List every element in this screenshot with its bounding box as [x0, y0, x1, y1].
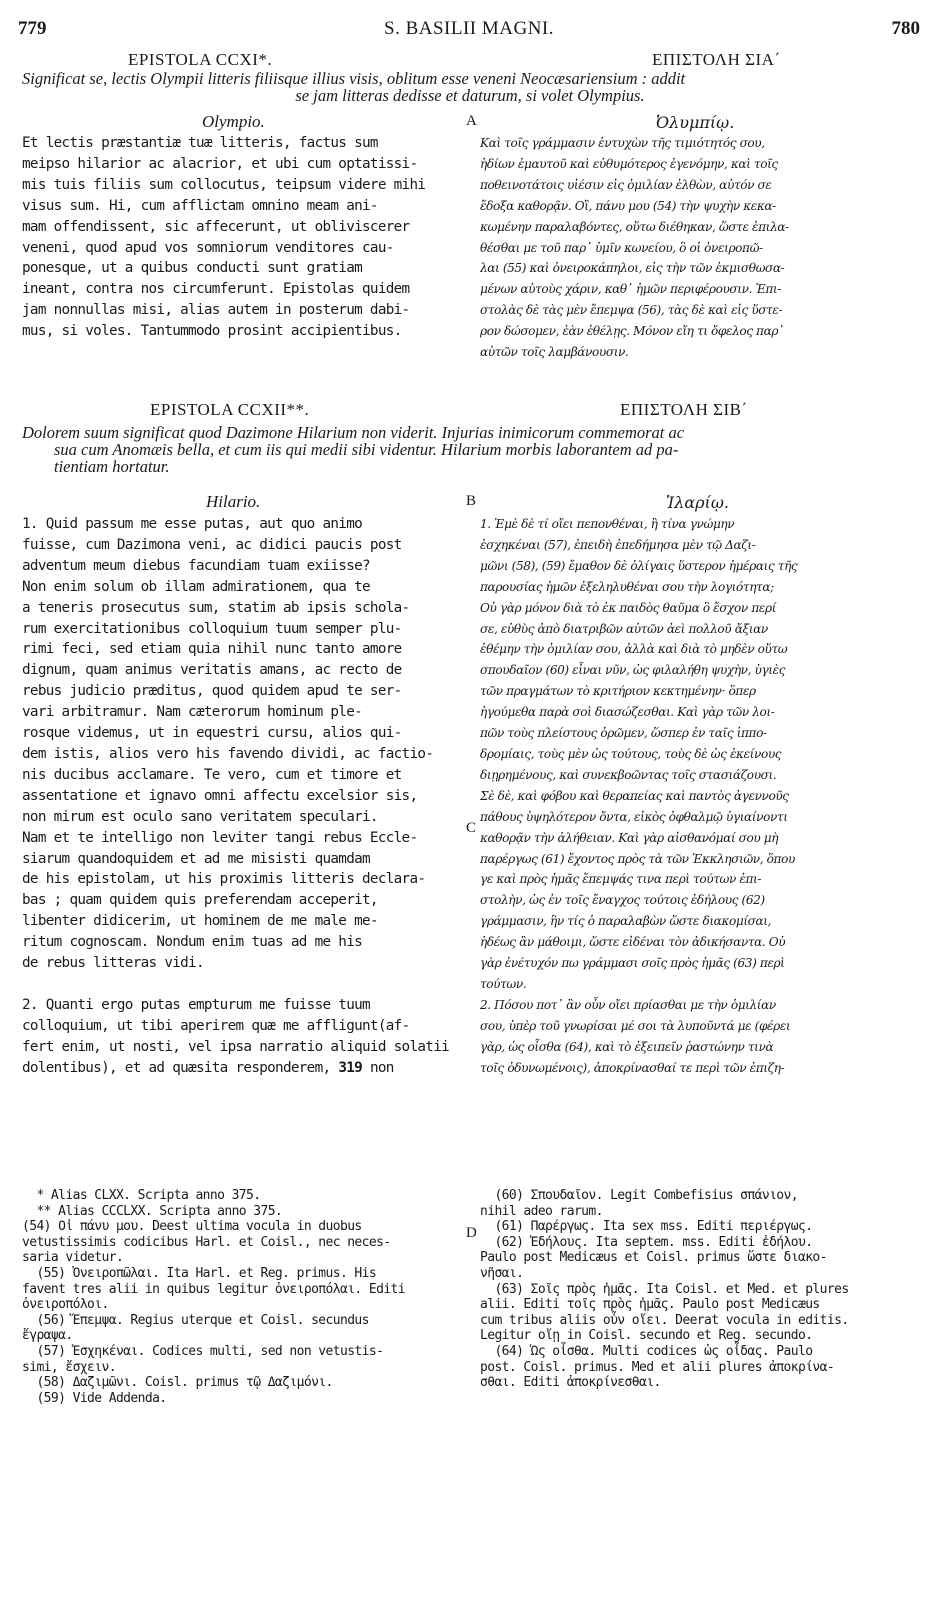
text-line: πῶν τοὺς πλείστους ὁρῶμεν, ὥσπερ ἐν ταῖς ἱππο- [480, 726, 767, 741]
text-line: ἐθέμην τὴν ὁμιλίαν σου, ἀλλὰ καὶ διὰ τὸ μηδὲν οὕτω [480, 642, 788, 657]
text-line: στολὰς δὲ τὰς μὲν ἔπεμψα (56), τὰς δὲ καὶ εἰς ὕστε- [480, 303, 783, 318]
text-line: fert enim, ut nosti, vel ipsa narratio aliquid solatii [22, 1038, 450, 1055]
summary-line: se jam litteras dedisse et daturum, si volet Olympius. [295, 86, 645, 105]
footnotes-right [480, 1188, 918, 1391]
running-title: S. BASILII MAGNI. [384, 18, 554, 39]
text-line: assentatione et ignavo omni affectu excelsior sis, [22, 787, 418, 804]
text-line: dignum, quam animus veritatis amans, ac recto de [22, 662, 402, 679]
margin-marker-c: C [466, 820, 477, 836]
text-line: Σὲ δὲ, καὶ φόβου καὶ θεραπείας καὶ παντὸς ἀγεννοῦς [480, 788, 789, 803]
running-header [18, 18, 920, 42]
text-line: colloquium, ut tibi aperirem quæ me affligunt(af- [22, 1017, 410, 1034]
text-line: γε καὶ πρὸς ἡμᾶς ἔπεμψάς τινα περὶ τούτων ἐπι- [480, 872, 762, 887]
text-line: 1. Ἐμὲ δὲ τί οἴει πεπονθέναι, ἢ τίνα γνώμην [480, 517, 735, 531]
text-line: meipso hilarior ac alacrior, et ubi cum optatissi- [22, 155, 418, 172]
text-line: fuisse, cum Dazimona veni, ac didici paucis post [22, 536, 402, 553]
text-line: ponesque, ut a quibus conducti sunt gratiam [22, 260, 363, 277]
text-line: Non enim solum ob illam admirationem, qua te [22, 578, 370, 595]
text-line: cum tribus aliis οὖν οἴει. Deerat vocula in editis. [480, 1312, 849, 1328]
text-line: κωμένην παραλαβόντες, οὕτω διέθηκαν, ὥστε ἐπιλα- [480, 219, 789, 234]
text-line [22, 974, 462, 995]
text-line: (56) Ἔπεμψα. Regius uterque et Coisl. secundus [22, 1312, 369, 1328]
text-line: ἡγούμεθα παρὰ σοὶ διασώζεσθαι. Καὶ γὰρ τῶν λοι- [480, 705, 775, 720]
text-line: mam offendissent, sic affecerunt, ut obliviscerer [22, 218, 410, 235]
margin-marker-b: B [466, 493, 477, 509]
text-line: τοῖς ὀδυνωμένοις), ἀποκρίνασθαί τε περὶ τῶν ἐπιζη- [480, 1060, 785, 1075]
text-line: αὐτῶν τοῖς λαμβάνουσιν. [480, 345, 629, 360]
text-line: ineant, contra nos circumferunt. Epistolas quidem [22, 281, 410, 298]
text-line: siarum quandoquidem et ad me misisti quamdam [22, 850, 370, 867]
text-line: * Alias CLXX. Scripta anno 375. [22, 1188, 261, 1203]
text-line: de rebus litteras vidi. [22, 955, 204, 972]
text-line: (58) Δαζιμῶνι. Coisl. primus τῷ Δαζιμόνι. [22, 1375, 333, 1391]
text-line: ἡδέως ἂν μάθοιμι, ὥστε εἰδέναι τὸν ἀδικήσαντα. Οὐ [480, 935, 786, 950]
text-line: λαι (55) καὶ ὀνειροκάπηλοι, εἰς τὴν τῶν ἐκμισθωσα- [480, 261, 785, 276]
epistle-211-greek-addressee: Ὀλυμπίῳ. [656, 113, 735, 132]
text-line: ρον δώσομεν, ἐὰν ἐθέλῃς. Μόνον εἴη τι ὄφελος παρ᾽ [480, 324, 784, 339]
text-line: (63) Σοῖς πρὸς ἡμᾶς. Ita Coisl. et Med. et plures [480, 1281, 849, 1297]
text-line: (61) Παρέργως. Ita sex mss. Editi περιέργως. [480, 1219, 813, 1235]
epistle-211-greek-text [480, 133, 918, 363]
text-line: non mirum est oculo sano veritatem speculari. [22, 808, 378, 825]
text-line: Et lectis præstantiæ tuæ litteris, factus sum [22, 135, 378, 151]
text-line: favent tres alii in quibus legitur ὀνειροπόλαι. Editi [22, 1281, 406, 1297]
text-line: dolentibus), et ad quæsita responderem, 319 non [22, 1059, 394, 1076]
margin-marker-a: A [466, 113, 477, 129]
text-line: rosque videmus, ut in equestri cursu, alios qui- [22, 725, 402, 742]
margin-marker-d: D [466, 1225, 477, 1241]
text-line: saria videtur. [22, 1250, 124, 1266]
text-line: (59) Vide Addenda. [22, 1390, 167, 1406]
text-line: ritum cognoscam. Nondum enim tuas ad me his [22, 934, 363, 951]
text-line: veneni, quod apud vos somniorum venditores cau- [22, 239, 394, 256]
text-line: σε, εὐθὺς ἀπὸ διατριβῶν αὐτῶν ἀεὶ πολλοῦ ἄξιαν [480, 621, 768, 636]
text-line: ἐσχηκέναι (57), ἐπειδὴ ἐπεδήμησα μὲν τῷ Δαζι- [480, 537, 756, 552]
text-line: πάθους ὑψηλότερον ὄντα, εἰκὸς ὀφθαλμῷ ὑγιαίνοντι [480, 809, 788, 824]
text-line-tail: non [362, 1059, 394, 1076]
text-line: σπουδαῖον (60) εἶναι νῦν, ὡς φιλαλήθη ψυχὴν, ὑγιὲς [480, 663, 786, 678]
epistle-211-latin-addressee: Olympio. [202, 112, 265, 131]
text-line: jam nonnullas misi, alias autem in posterum dabi- [22, 302, 410, 319]
text-line: nihil adeo rarum. [480, 1203, 603, 1219]
epistle-211-greek-title: ΕΠΙΣΤΟΛΗ ΣΙΑ΄ [652, 50, 781, 69]
text-line: μῶνι (58), (59) ἔμαθον δὲ ὀλίγαις ὕστερον ἡμέραις τῆς [480, 558, 798, 573]
column-number: 319 [338, 1059, 363, 1076]
text-line: παρουσίας ἡμῶν ἐξεληλυθέναι σου τὴν λογιότητα; [480, 579, 774, 594]
left-page-number: 779 [18, 18, 47, 39]
text-line: rimi feci, sed etiam quia nihil nunc tanto amore [22, 641, 402, 658]
text-line: post. Coisl. primus. Med et alii plures ἀποκρίνα- [480, 1359, 835, 1375]
epistle-211-summary [22, 70, 918, 104]
epistle-211-latin-text [22, 133, 462, 342]
text-line: ἔγραψα. [22, 1328, 73, 1344]
text-line: (60) Σπουδαῖον. Legit Combefisius σπάνιον, [480, 1188, 798, 1203]
text-line: Nam et te intelligo non leviter tangi rebus Eccle- [22, 829, 418, 846]
text-line: bas ; quam quidem quis preferendam acceperit, [22, 892, 378, 909]
text-line: τούτων. [480, 976, 527, 991]
text-line: γὰρ ἐνέτυχόν πω γράμμασι σοῖς πρὸς ἡμᾶς (63) περὶ [480, 956, 785, 971]
text-line: rebus judicio præditus, quod quidem apud te ser- [22, 683, 402, 700]
text-line: (55) Ὀνειροπῶλαι. Ita Harl. et Reg. primus. His [22, 1265, 377, 1281]
text-line: rum exercitationibus colloquium tuum semper plu- [22, 620, 402, 637]
text-line: σθαι. Editi ἀποκρίνεσθαι. [480, 1375, 661, 1391]
text-line: (57) Ἐσχηκέναι. Codices multi, sed non vetustis- [22, 1343, 384, 1359]
text-line: vetustissimis codicibus Harl. et Coisl., nec neces- [22, 1234, 391, 1250]
text-line: vari arbitramur. Nam cæterorum hominum ple- [22, 704, 363, 721]
text-line: ἔδοξα καθορᾷν. Οἳ, πάνυ μου (54) τὴν ψυχὴν κεκα- [480, 198, 776, 213]
text-line: Paulo post Medicæus et Coisl. primus ὥστε διακο- [480, 1250, 827, 1266]
summary-line: Dolorem suum significat quod Dazimone Hilarium non viderit. Injurias inimicorum commemorat ac [22, 423, 685, 442]
text-line: θέσθαι με τοῦ παρ᾽ ὑμῖν κωνείου, ὃ οἱ ὀνειροπῶ- [480, 240, 763, 255]
text-line: visus sum. Hi, cum afflictam omnino meam ani- [22, 197, 378, 214]
text-line: ὀνειροπόλοι. [22, 1297, 109, 1313]
text-line: alii. Editi τοῖς πρὸς ἡμᾶς. Paulo post Medicæus [480, 1297, 820, 1313]
epistle-212-summary [22, 424, 918, 475]
epistle-212-greek-addressee: Ἱλαρίῳ. [666, 493, 729, 512]
text-line: a teneris prosecutus sum, statim ab ipsis schola- [22, 599, 410, 616]
text-line: νῆσαι. [480, 1265, 524, 1281]
text-line: τῶν πραγμάτων τὸ κριτήριον κεκτημένην· ὅπερ [480, 684, 756, 699]
text-line: nis ducibus acclamare. Te vero, cum et timore et [22, 766, 402, 783]
text-line: 2. Quanti ergo putas empturum me fuisse tuum [22, 996, 370, 1013]
text-line: ποθεινοτάτοις υἱέσιν εἰς ὁμιλίαν ἐλθὼν, αὐτόν σε [480, 177, 772, 192]
text-line: 2. Πόσου ποτ᾽ ἂν οὖν οἴει πρίασθαι με τὴν ὁμιλίαν [480, 997, 776, 1012]
summary-line: tientiam hortatur. [54, 457, 170, 476]
text-line: dem istis, alios vero his favendo dividi, ac factio- [22, 745, 434, 762]
text-line: (64) Ὡς οἶσθα. Multi codices ὡς οἶδας. Paulo [480, 1343, 813, 1359]
text-line: γράμμασιν, ἣν τίς ὁ παραλαβὼν ὥστε διακομίσαι, [480, 914, 772, 929]
text-line: καθορᾷν τὴν ἀλήθειαν. Καὶ γὰρ αἰσθανόμαί σου μὴ [480, 830, 779, 845]
text-line: μένων αὐτοὺς χάριν, καθ᾽ ἡμῶν περιφέρουσιν. Ἐπι- [480, 282, 781, 297]
text-line: Καὶ τοῖς γράμμασιν ἐντυχὼν τῆς τιμιότητός σου, [480, 136, 765, 150]
epistle-212-greek-text [480, 514, 918, 1078]
epistle-211-latin-title: EPISTOLA CCXI*. [128, 50, 273, 69]
text-line: libenter didicerim, ut hominem de me male me- [22, 913, 378, 930]
text-line: διῃρημένους, καὶ συνεκβοῶντας τοῖς στασιάζουσι. [480, 767, 777, 782]
text-line: Legitur οἴῃ in Coisl. secundo et Reg. secundo. [480, 1328, 813, 1344]
text-line: (62) Ἐδήλους. Ita septem. mss. Editi ἐδήλου. [480, 1234, 813, 1250]
text-line: (54) Οἱ πάνυ μου. Deest ultima vocula in duobus [22, 1219, 362, 1235]
epistle-212-latin-text [22, 514, 462, 1078]
text-line: ** Alias CCCLXX. Scripta anno 375. [22, 1203, 283, 1219]
text-line: Οὐ γὰρ μόνον διὰ τὸ ἐκ παιδὸς θαῦμα ὃ ἔσχον περί [480, 600, 777, 615]
epistle-212-latin-title: EPISTOLA CCXII**. [150, 400, 310, 419]
footnotes-left [22, 1188, 462, 1406]
summary-line: sua cum Anomæis bella, et cum iis qui medii sibi videntur. Hilarium morbis laborantem ad pa- [54, 440, 679, 459]
summary-line: Significat se, lectis Olympii litteris filiisque illius visis, oblitum esse veneni Neocæsariensium : addit [22, 69, 686, 88]
text-line: στολὴν, ὡς ἐν τοῖς ἔναγχος τούτοις ἐδήλους (62) [480, 893, 765, 908]
text-line: δρομίαις, τοὺς μὲν ὡς τούτους, τοὺς δὲ ὡς ἐκείνους [480, 746, 782, 761]
text-line: mis tuis filiis sum collocutus, teipsum videre mihi [22, 176, 426, 193]
text-line: 1. Quid passum me esse putas, aut quo animo [22, 516, 363, 532]
text-line: simi, ἔσχειν. [22, 1359, 116, 1375]
text-line: de his epistolam, ut his proximis litteris declara- [22, 871, 426, 888]
text-line: παρέργως (61) ἔχοντος πρὸς τὰ τῶν Ἐκκλησιῶν, ὅπου [480, 851, 795, 866]
text-line: adventum meum diebus facundiam tuam exiisse? [22, 557, 370, 574]
text-line: γὰρ, ὡς οἶσθα (64), καὶ τὸ ἐξειπεῖν ῥαστώνην τινὰ [480, 1039, 774, 1054]
epistle-212-latin-addressee: Hilario. [206, 492, 261, 511]
text-line: ἡδίων ἐμαυτοῦ καὶ εὐθυμότερος ἐγενόμην, καὶ τοῖς [480, 156, 778, 171]
right-page-number: 780 [891, 18, 920, 39]
text-line: σου, ὑπὲρ τοῦ γνωρίσαι μέ σοι τὰ λυποῦντά με (φέρει [480, 1018, 791, 1033]
epistle-212-greek-title: ΕΠΙΣΤΟΛΗ ΣΙΒ΄ [620, 400, 748, 419]
text-line: mus, si voles. Tantummodo prosint accipientibus. [22, 323, 402, 340]
